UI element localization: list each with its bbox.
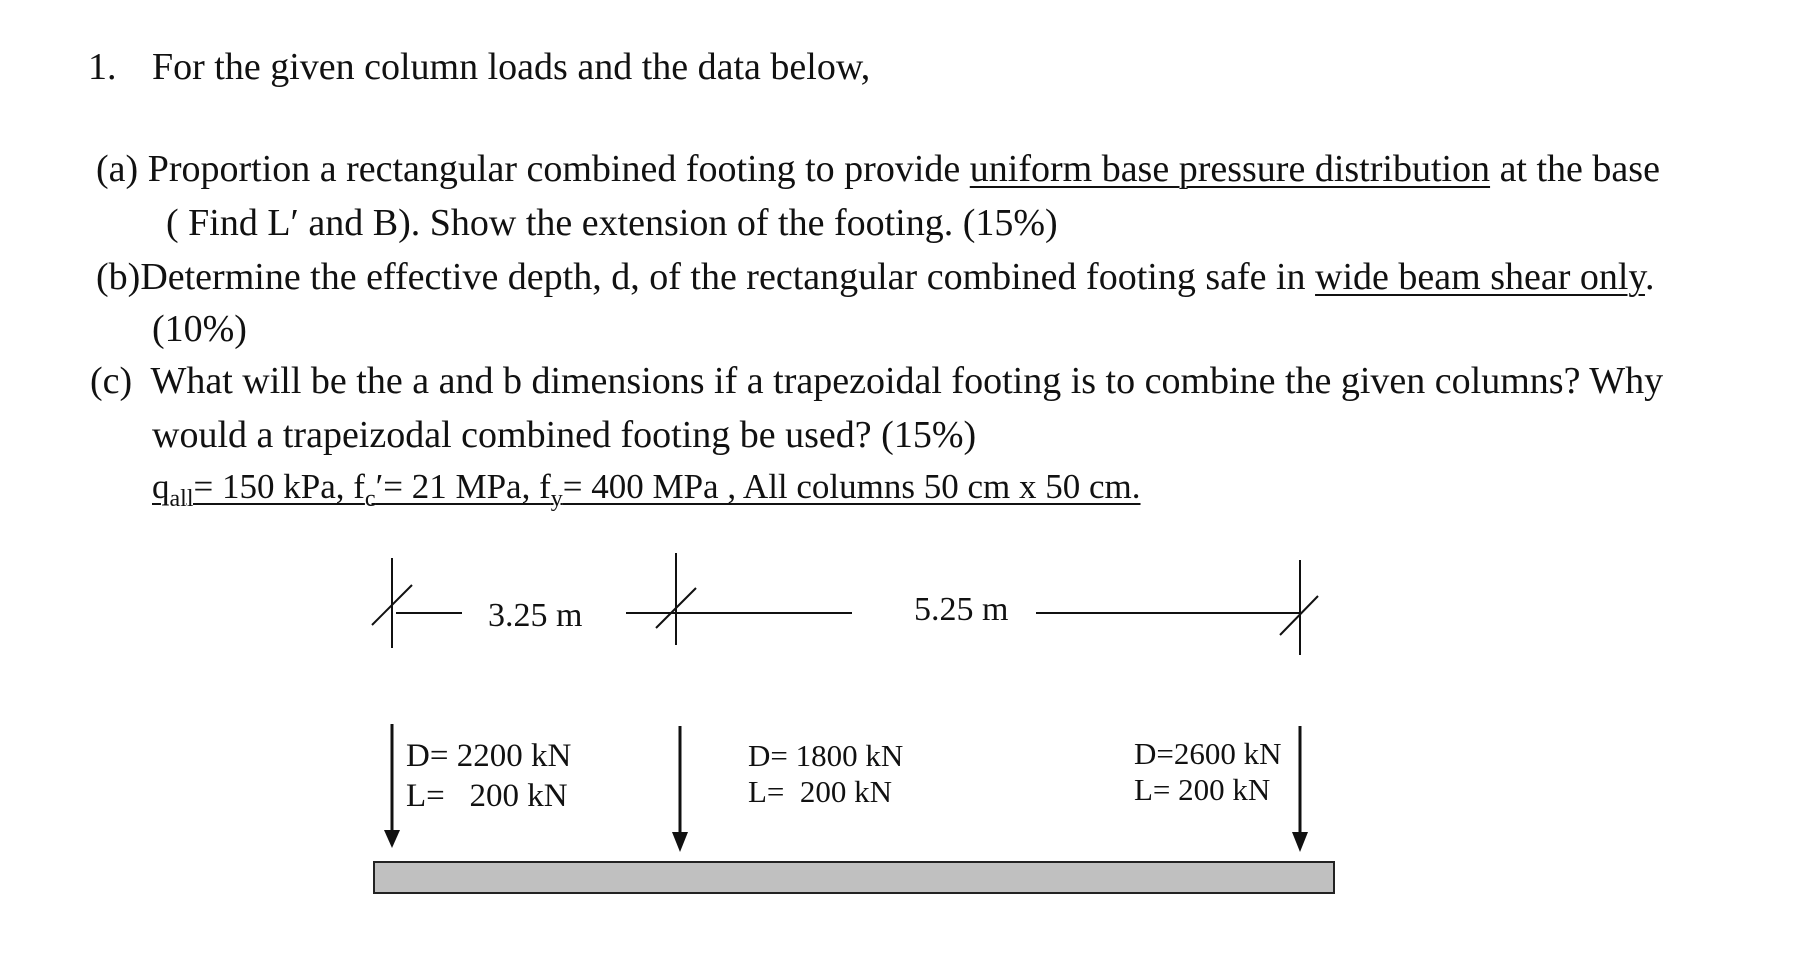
part-a-line2: ( Find L′ and B). Show the extension of the footing. (15%) — [166, 202, 1058, 244]
dim-tick-left — [372, 558, 412, 648]
part-b-text-post: . — [1644, 256, 1655, 298]
span-label-1: 3.25 m — [488, 597, 583, 634]
part-b-label: (b) — [96, 256, 141, 298]
column-1-live-load: L= 200 kN — [406, 778, 568, 814]
question-intro: For the given column loads and the data below, — [152, 46, 871, 88]
part-b-text-pre: Determine the effective depth, d, of the rectangular combined footing safe in — [140, 256, 1316, 298]
dim-tick-middle — [656, 553, 696, 645]
column-3-live-load: L= 200 kN — [1134, 772, 1271, 807]
load-arrow-1 — [384, 724, 400, 848]
column-1-dead-load: D= 2200 kN — [406, 738, 572, 774]
part-b-underlined: wide beam shear only — [1315, 256, 1645, 298]
part-c-label: (c) — [90, 360, 133, 402]
q-subscript: all — [169, 486, 194, 512]
fy-value: = 400 MPa , All columns 50 cm x 50 cm. — [562, 467, 1141, 506]
fy-subscript: y — [550, 486, 563, 512]
part-c-line1: What will be the a and b dimensions if a trapezoidal footing is to combine the given columns? Why — [150, 360, 1664, 402]
load-arrow-3 — [1292, 726, 1308, 852]
column-3-dead-load: D=2600 kN — [1134, 736, 1282, 771]
part-b-line2: (10%) — [152, 308, 247, 350]
part-a-text-post: at the base — [1490, 148, 1660, 190]
fc-value: ′= 21 MPa, f — [375, 467, 551, 506]
question-number: 1. — [88, 46, 117, 88]
span-label-2: 5.25 m — [914, 591, 1009, 628]
part-c-line2: would a trapeizodal combined footing be used? (15%) — [152, 414, 977, 456]
q-value: = 150 kPa, f — [193, 467, 365, 506]
part-a-text-pre: Proportion a rectangular combined footing to provide — [147, 148, 970, 190]
column-2-dead-load: D= 1800 kN — [748, 738, 904, 773]
load-arrow-2 — [672, 726, 688, 852]
column-2-live-load: L= 200 kN — [748, 774, 893, 809]
q-symbol: q — [152, 467, 170, 506]
footing-rectangle — [374, 862, 1334, 893]
part-a-underlined: uniform base pressure distribution — [969, 148, 1491, 190]
fc-subscript: c — [364, 486, 376, 512]
dim-tick-right — [1280, 560, 1318, 655]
part-a-label: (a) — [96, 148, 139, 190]
